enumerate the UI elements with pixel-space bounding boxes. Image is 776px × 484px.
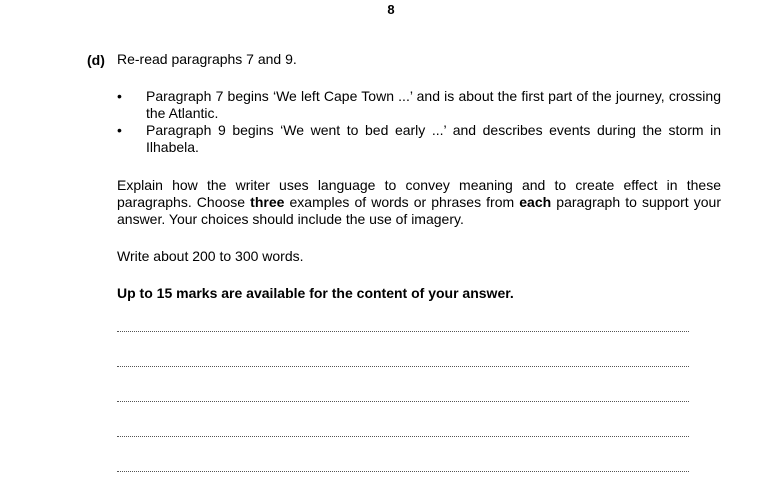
answer-line-4[interactable] <box>117 436 689 437</box>
explain-text: examples of words or phrases from <box>284 194 520 210</box>
bullet-item <box>117 88 721 122</box>
bullet-text: Paragraph 9 begins ‘We went to bed early ...’ and describes events during the storm in Ilhabela. <box>146 122 721 155</box>
explain-paragraph <box>117 177 721 228</box>
bullet-list <box>117 88 721 156</box>
emphasis-each: each <box>519 194 552 210</box>
bullet-point: • <box>117 88 122 104</box>
marks-note: Up to 15 marks are available for the content of your answer. <box>117 285 514 301</box>
word-count-instruction: Write about 200 to 300 words. <box>117 248 304 264</box>
answer-line-2[interactable] <box>117 366 689 367</box>
answer-line-1[interactable] <box>117 331 689 332</box>
question-label: (d) <box>87 52 105 68</box>
explain-text: Explain how the writer uses language to convey meaning and to create effect in these paragraphs. Choose <box>117 177 721 210</box>
explain-text: paragraph to support your answer. Your choices should include the use of imagery. <box>117 194 721 227</box>
page-number: 8 <box>387 2 395 17</box>
bullet-point: • <box>117 122 122 138</box>
answer-line-3[interactable] <box>117 401 689 402</box>
emphasis-three: three <box>250 194 285 210</box>
bullet-text: Paragraph 7 begins ‘We left Cape Town ...’ and is about the first part of the journey, crossing the Atlantic. <box>146 88 721 121</box>
bullet-item <box>117 122 721 156</box>
answer-line-5[interactable] <box>117 471 689 472</box>
question-instruction: Re-read paragraphs 7 and 9. <box>117 51 297 67</box>
